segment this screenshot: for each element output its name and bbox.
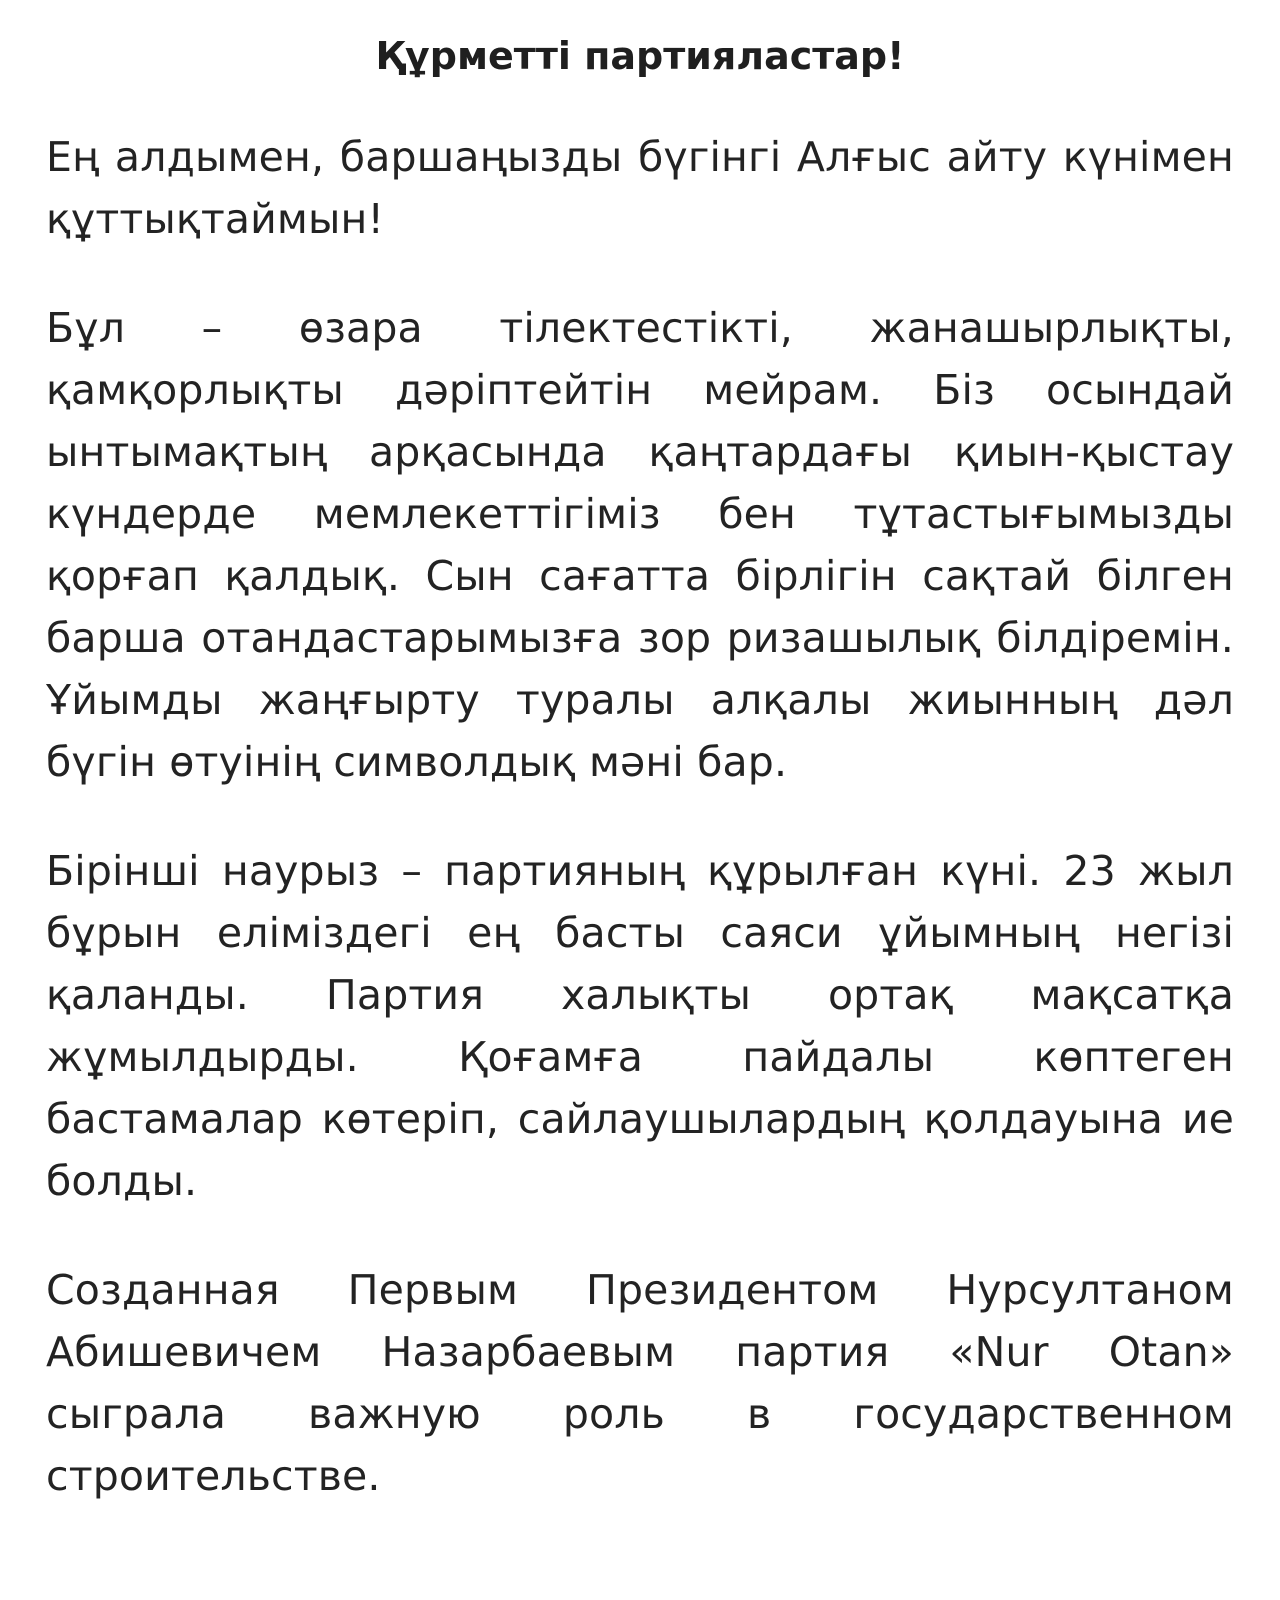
document-title: Құрметті партияластар! [375, 34, 905, 78]
document-body [46, 126, 1234, 1507]
paragraph-party-founding: Бірінші наурыз – партияның құрылған күні. 23 жыл бұрын еліміздегі ең басты саяси ұйымның негізі қаланды. Партия халықты ортақ мақсатқа жұмылдырды. Қоғамға пайдалы көптеген бастамалар көтеріп, сайлаушылардың қолдауына ие болды. [46, 847, 1234, 1205]
paragraph-holiday-solidarity: Бұл – өзара тілектестікті, жанашырлықты, қамқорлықты дәріптейтін мейрам. Біз осындай ынтымақтың арқасында қаңтардағы қиын-қыстау күндерде мемлекеттігіміз бен тұтастығымызды қорғап қалдық. Сын сағатта бірлігін сақтай білген барша отандастарымызға зор ризашылық білдіремін. Ұйымды жаңғырту туралы алқалы жиынның дәл бүгін өтуінің символдық мәні бар. [46, 304, 1234, 786]
paragraph-russian-nur-otan: Созданная Первым Президентом Нурсултаном Абишевичем Назарбаевым партия «Nur Otan» сыграла важную роль в государственном строительстве. [46, 1266, 1234, 1500]
paragraph-greeting: Ең алдымен, баршаңызды бүгінгі Алғыс айту күнімен құттықтаймын! [46, 133, 1234, 243]
